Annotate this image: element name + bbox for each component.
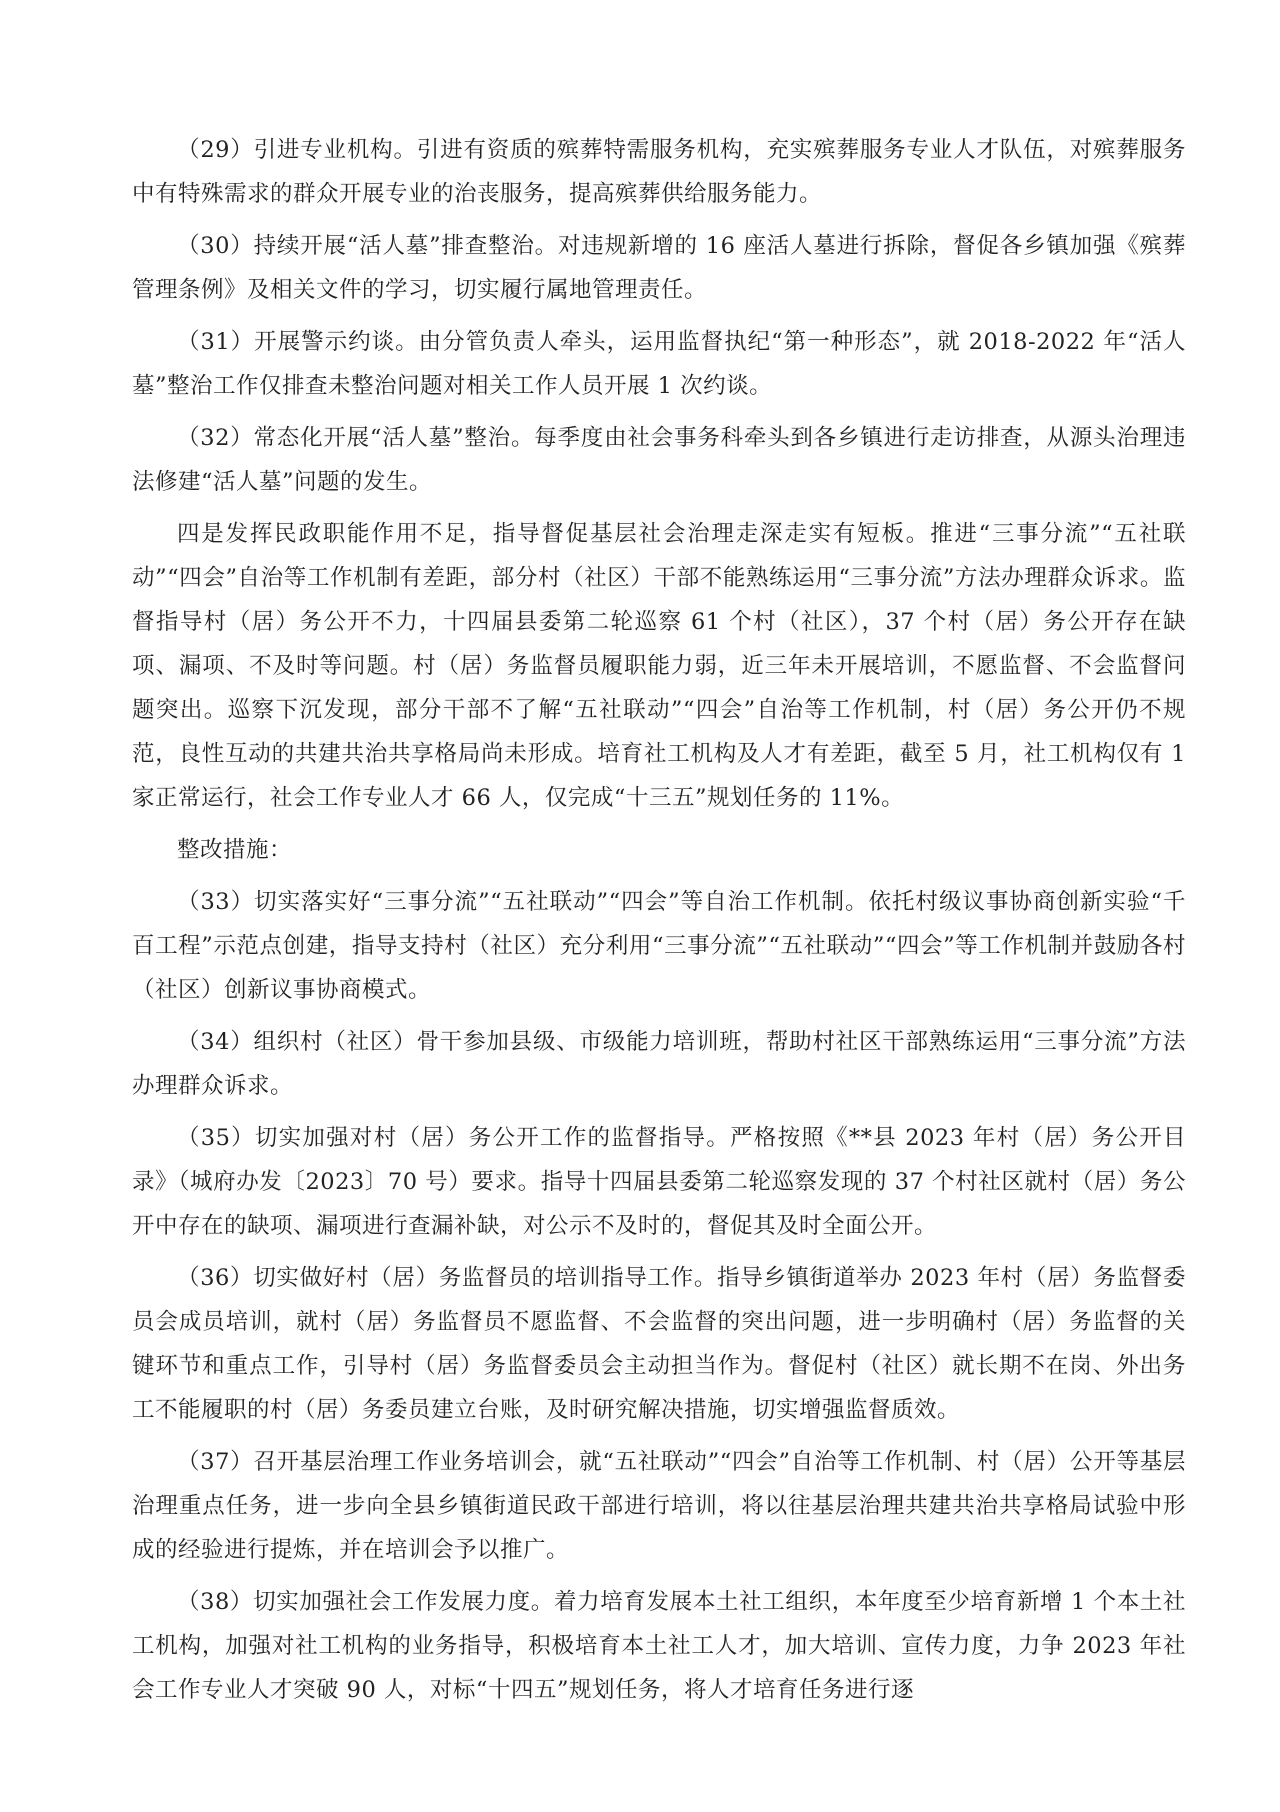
paragraph-35: （35）切实加强对村（居）务公开工作的监督指导。严格按照《**县 2023 年村（居）务公开目录》（城府办发〔2023〕70 号）要求。指导十四届县委第二轮巡察发现的 37 个村社区就村（居）务公开中存在的缺项、漏项进行查漏补缺，对公示不及时的，督促其及时全面公开。: [132, 1125, 1186, 1239]
paragraph-29: （29）引进专业机构。引进有资质的殡葬特需服务机构，充实殡葬服务专业人才队伍，对殡葬服务中有特殊需求的群众开展专业的治丧服务，提高殡葬供给服务能力。: [132, 137, 1186, 207]
paragraph-38: （38）切实加强社会工作发展力度。着力培育发展本土社工组织，本年度至少培育新增 1 个本土社工机构，加强对社工机构的业务指导，积极培育本土社工人才，加大培训、宣传力度，力争 2023 年社会工作专业人才突破 90 人，对标“十四五”规划任务，将人才培育任务进行逐: [132, 1589, 1186, 1703]
paragraph-33: （33）切实落实好“三事分流”“五社联动”“四会”等自治工作机制。依托村级议事协商创新实验“千百工程”示范点创建，指导支持村（社区）充分利用“三事分流”“五社联动”“四会”等工作机制并鼓励各村（社区）创新议事协商模式。: [132, 889, 1186, 1003]
paragraph-37: （37）召开基层治理工作业务培训会，就“五社联动”“四会”自治等工作机制、村（居）公开等基层治理重点任务，进一步向全县乡镇街道民政干部进行培训，将以往基层治理共建共治共享格局试验中形成的经验进行提炼，并在培训会予以推广。: [132, 1449, 1186, 1563]
paragraph-31: （31）开展警示约谈。由分管负责人牵头，运用监督执纪“第一种形态”，就 2018-2022 年“活人墓”整治工作仅排查未整治问题对相关工作人员开展 1 次约谈。: [132, 329, 1186, 399]
paragraph-rectification-heading: 整改措施：: [177, 837, 293, 863]
paragraph-issue-four: 四是发挥民政职能作用不足，指导督促基层社会治理走深走实有短板。推进“三事分流”“五社联动”“四会”自治等工作机制有差距，部分村（社区）干部不能熟练运用“三事分流”方法办理群众诉求。监督指导村（居）务公开不力，十四届县委第二轮巡察 61 个村（社区），37 个村（居）务公开存在缺项、漏项、不及时等问题。村（居）务监督员履职能力弱，近三年未开展培训，不愿监督、不会监督问题突出。巡察下沉发现，部分干部不了解“五社联动”“四会”自治等工作机制，村（居）务公开仍不规范，良性互动的共建共治共享格局尚未形成。培育社工机构及人才有差距，截至 5 月，社工机构仅有 1 家正常运行，社会工作专业人才 66 人，仅完成“十三五”规划任务的 11%。: [132, 521, 1186, 811]
document-body: [132, 128, 1186, 1718]
paragraph-30: （30）持续开展“活人墓”排查整治。对违规新增的 16 座活人墓进行拆除，督促各乡镇加强《殡葬管理条例》及相关文件的学习，切实履行属地管理责任。: [132, 233, 1186, 303]
paragraph-32: （32）常态化开展“活人墓”整治。每季度由社会事务科牵头到各乡镇进行走访排查，从源头治理违法修建“活人墓”问题的发生。: [132, 425, 1186, 495]
paragraph-34: （34）组织村（社区）骨干参加县级、市级能力培训班，帮助村社区干部熟练运用“三事分流”方法办理群众诉求。: [132, 1029, 1186, 1099]
paragraph-36: （36）切实做好村（居）务监督员的培训指导工作。指导乡镇街道举办 2023 年村（居）务监督委员会成员培训，就村（居）务监督员不愿监督、不会监督的突出问题，进一步明确村（居）务监督的关键环节和重点工作，引导村（居）务监督委员会主动担当作为。督促村（社区）就长期不在岗、外出务工不能履职的村（居）务委员建立台账，及时研究解决措施，切实增强监督质效。: [132, 1265, 1186, 1423]
